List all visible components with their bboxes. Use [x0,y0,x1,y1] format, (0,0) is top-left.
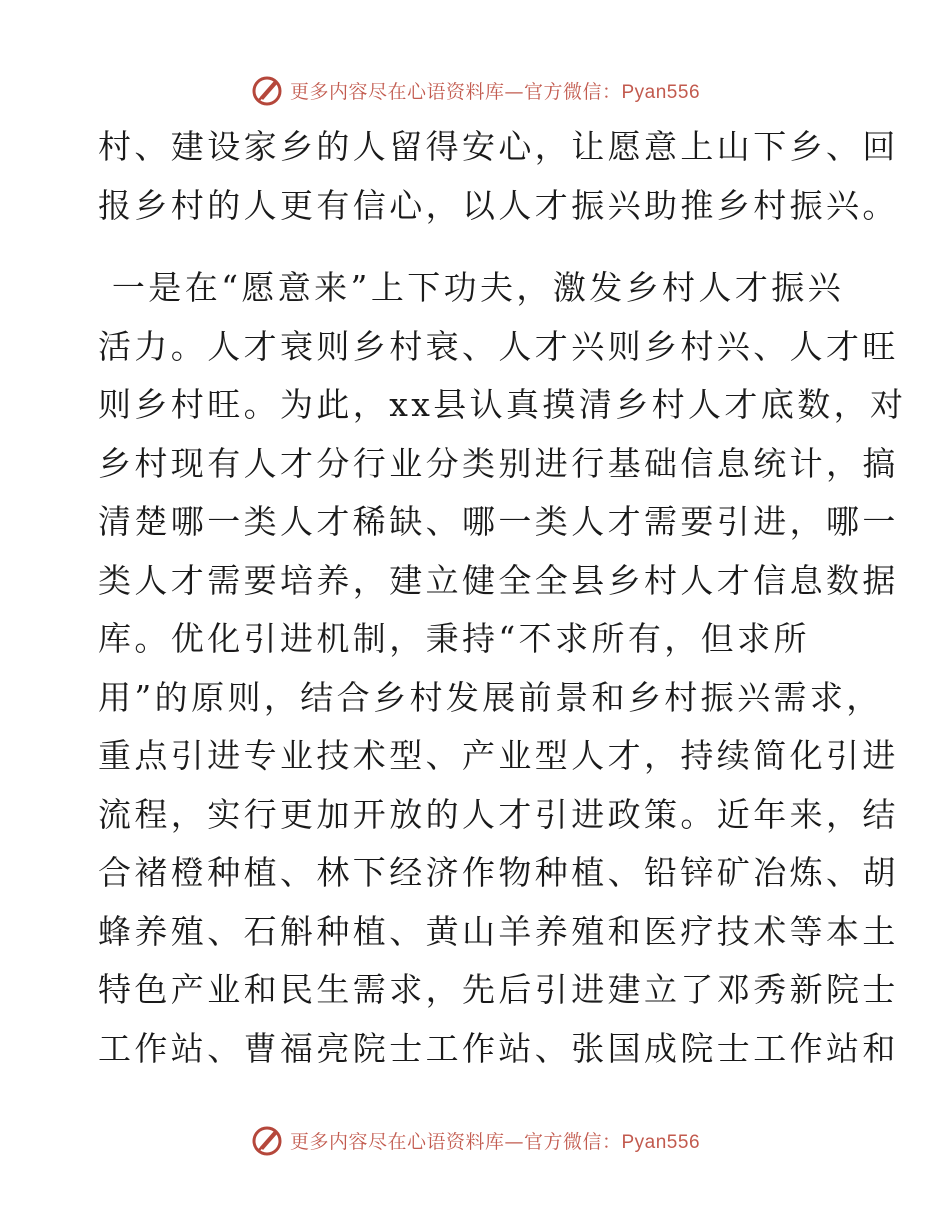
text-line: 库。优化引进机制，秉持“不求所有，但求所 [98,619,810,658]
watermark-text: 更多内容尽在心语资料库—官方微信：Pyan556 [289,80,701,103]
text-line: 流程，实行更加开放的人才引进政策。近年来，结 [98,794,899,834]
text-line: 活力。人才衰则乡村衰、人才兴则乡村兴、人才旺 [98,326,899,366]
text-line: 合褚橙种植、林下经济作物种植、铅锌矿冶炼、胡 [98,853,899,892]
text-line: 清楚哪一类人才稀缺、哪一类人才需要引进，哪一 [98,502,899,541]
quill-logo-icon [250,1123,284,1157]
text-line: 特色产业和民生需求，先后引进建立了邓秀新院士 [98,970,899,1009]
quill-logo-icon [250,73,284,107]
text-line: 一是在“愿意来”上下功夫，激发乡村人才振兴 [98,268,845,307]
text-line: 重点引进专业技术型、产业型人才，持续简化引进 [98,736,899,775]
header-watermark [0,70,950,110]
watermark-wechat-id: Pyan556 [621,1131,701,1153]
text-line: 村、建设家乡的人留得安心，让愿意上山下乡、回 [98,127,899,166]
footer-watermark [0,1120,950,1160]
watermark-wechat-id: Pyan556 [621,81,701,103]
text-line: 乡村现有人才分行业分类别进行基础信息统计，搞 [98,443,899,483]
paragraph-2 [98,259,907,1078]
paragraph-1 [98,118,899,235]
document-body [98,118,907,1078]
text-line: 用”的原则，结合乡村发展前景和乡村振兴需求， [98,677,883,717]
text-line: 类人才需要培养，建立健全全县乡村人才信息数据 [98,560,899,600]
text-line: 报乡村的人更有信心，以人才振兴助推乡村振兴。 [98,185,899,225]
text-line: 蜂养殖、石斛种植、黄山羊养殖和医疗技术等本土 [98,911,899,951]
text-line: 则乡村旺。为此，xx县认真摸清乡村人才底数，对 [98,385,907,424]
text-line: 工作站、曹福亮院士工作站、张国成院士工作站和 [98,1028,899,1068]
watermark-text: 更多内容尽在心语资料库—官方微信：Pyan556 [289,1130,701,1153]
